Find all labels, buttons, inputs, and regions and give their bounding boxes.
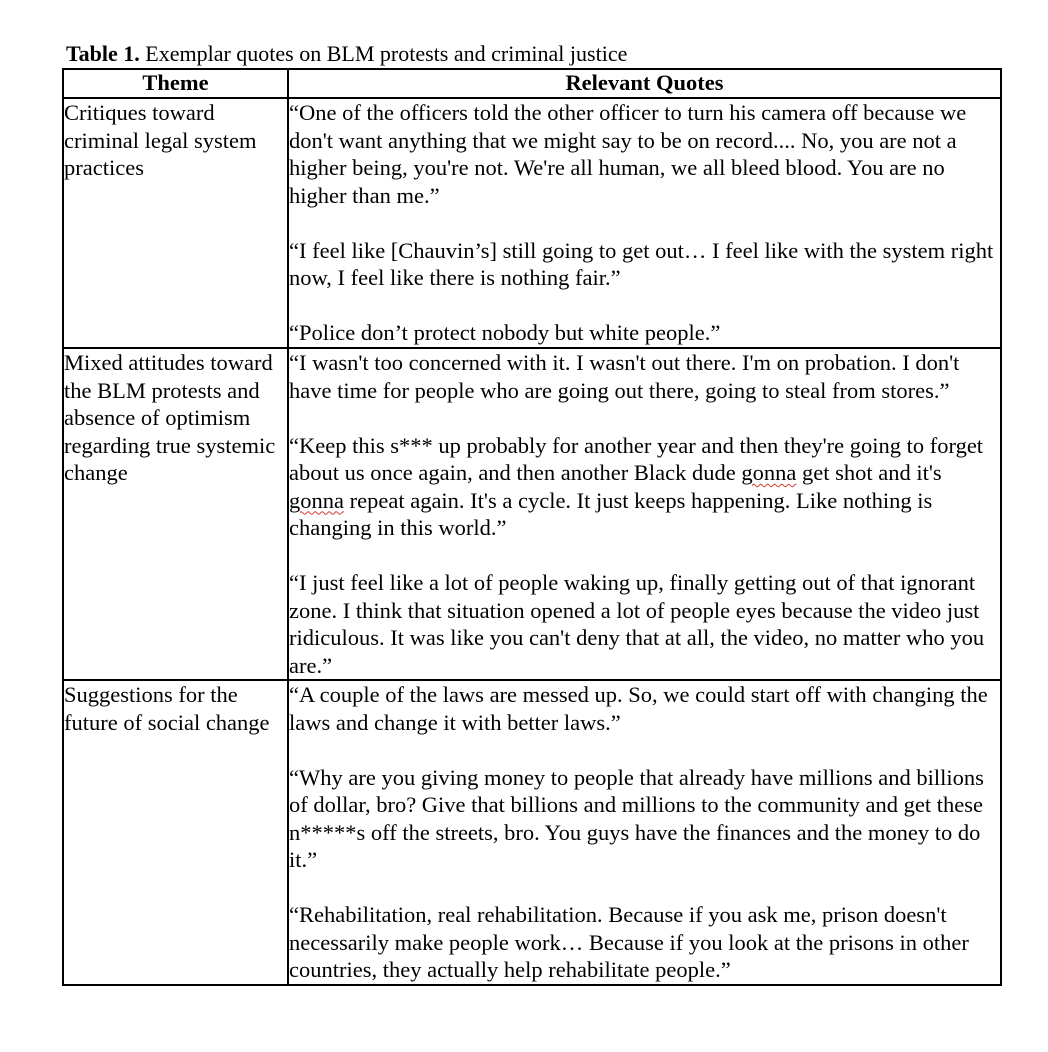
header-row [63, 69, 1001, 98]
quotes-cell [288, 98, 1001, 348]
quote-segment: “Keep this s*** up probably for another year and then they're going to forget about us once again, and then another Black dude [289, 432, 984, 485]
quote-text: “I feel like [Chauvin’s] still going to get out… I feel like with the system right now, I feel like there is nothing fair.” [289, 237, 994, 290]
quote-text: “I just feel like a lot of people waking up, finally getting out of that ignorant zone. I think that situation opened a lot of people eyes because the video just ridiculous. It was like you can't deny that at all, the video, no matter who you are.” [289, 570, 985, 678]
column-header-quotes: Relevant Quotes [288, 69, 1001, 98]
quote-text: “Why are you giving money to people that already have millions and billions of dollar, bro? Give that billions and millions to the community and get these n*****s off the streets, bro. You guys have the finances and the money to do it.” [289, 764, 984, 872]
quote-text: “Rehabilitation, real rehabilitation. Because if you ask me, prison doesn't necessarily make people work… Because if you look at the prisons in other countries, they actually help rehabilitate people.” [289, 902, 969, 982]
quote-text: “A couple of the laws are messed up. So, we could start off with changing the laws and change it with better laws.” [289, 682, 988, 735]
quotes-cell [288, 348, 1001, 680]
quotes-cell [288, 680, 1001, 985]
quote-segment: repeat again. It's a cycle. It just keeps happening. Like nothing is changing in this world.” [289, 487, 933, 540]
table-caption [66, 41, 627, 67]
quote-segment: get shot and it's [796, 460, 942, 485]
quote-text [289, 432, 1000, 542]
quote-text: “Police don’t protect nobody but white people.” [289, 320, 721, 345]
spellcheck-flagged-word: gonna [289, 487, 344, 513]
theme-cell: Mixed attitudes toward the BLM protests and absence of optimism regarding true systemic change [63, 348, 288, 680]
spellcheck-flagged-word: gonna [741, 460, 797, 485]
quote-text: “I wasn't too concerned with it. I wasn't out there. I'm on probation. I don't have time for people who are going out there, going to steal from stores.” [289, 350, 960, 403]
caption-text: Exemplar quotes on BLM protests and criminal justice [139, 41, 628, 66]
column-header-theme: Theme [63, 69, 288, 98]
theme-cell: Suggestions for the future of social change [63, 680, 288, 985]
table-row [63, 348, 1001, 680]
quotes-table [62, 68, 1002, 986]
table-row [63, 98, 1001, 348]
theme-cell: Critiques toward criminal legal system practices [63, 98, 288, 348]
table-row [63, 680, 1001, 985]
quote-text: “One of the officers told the other officer to turn his camera off because we don't want anything that we might say to be on record.... No, you are not a higher being, you're not. We're all human, we all bleed blood. You are no higher than me.” [289, 100, 967, 208]
caption-label: Table 1. [66, 41, 140, 66]
